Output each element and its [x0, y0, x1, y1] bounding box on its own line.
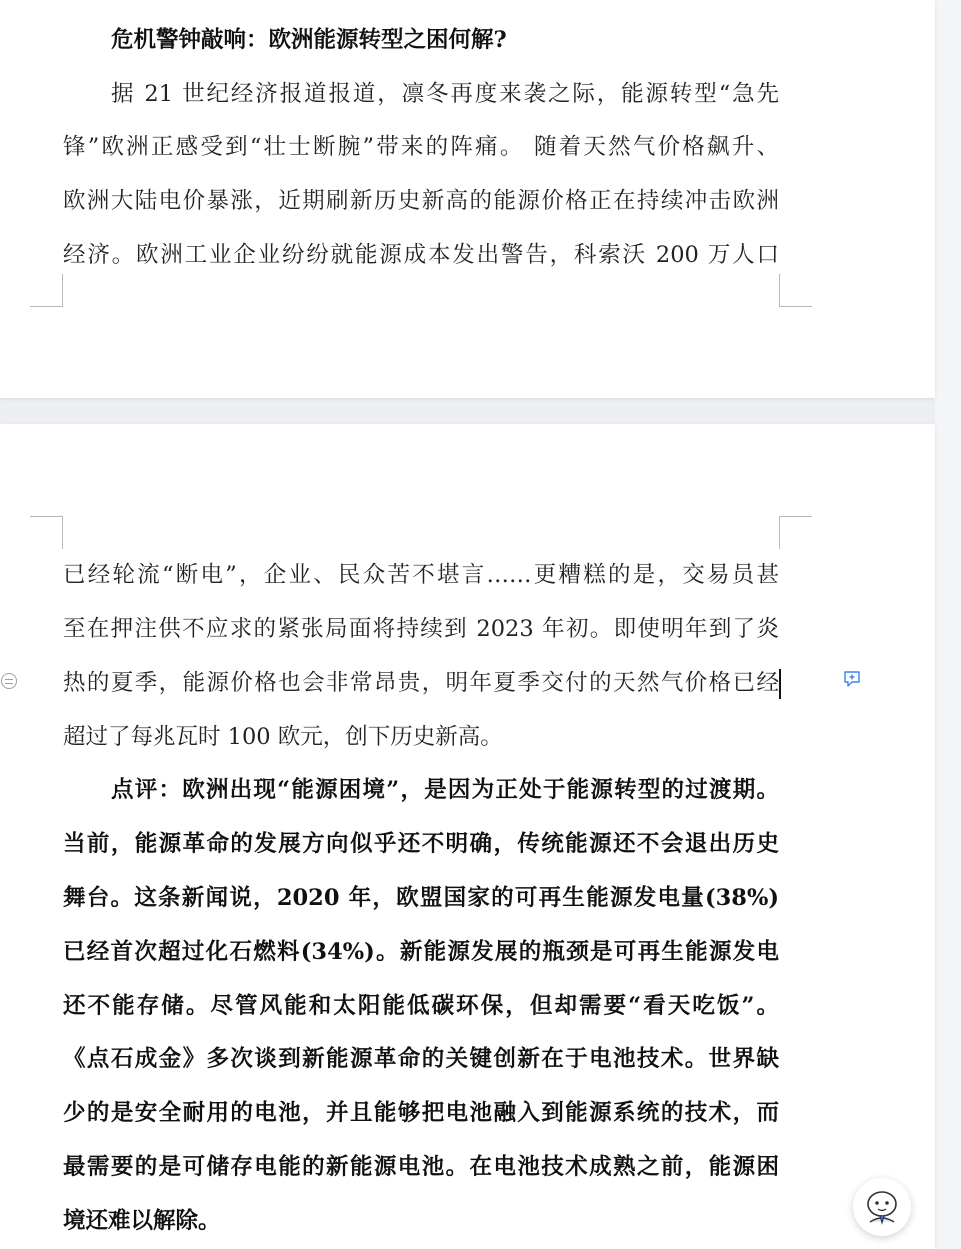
margin-marker-bottom-right — [779, 274, 812, 307]
collapse-outline-icon[interactable] — [1, 673, 17, 689]
margin-marker-top-right — [779, 516, 812, 549]
paragraph-line: 热的夏季，能源价格也会非常昂贵，明年夏季交付的天然气价格已经 — [63, 670, 779, 696]
scrollbar-track[interactable] — [935, 0, 961, 1249]
comment-line: 最需要的是可储存电能的新能源电池。在电池技术成熟之前，能源困 — [63, 1154, 779, 1180]
paragraph-line: 至在押注供不应求的紧张局面将持续到 2023 年初。即使明年到了炎 — [63, 616, 779, 642]
paragraph-line: 欧洲大陆电价暴涨，近期刷新历史新高的能源价格正在持续冲击欧洲 — [63, 188, 779, 214]
paragraph-line: 已经轮流“断电”，企业、民众苦不堪言……更糟糕的是，交易员甚 — [63, 562, 779, 588]
assistant-button[interactable] — [853, 1178, 911, 1236]
margin-marker-top-left — [30, 516, 63, 549]
text-cursor — [779, 669, 781, 699]
comment-line: 舞台。这条新闻说，2020 年，欧盟国家的可再生能源发电量(38%) — [63, 885, 779, 911]
paragraph-line: 超过了每兆瓦时 100 欧元，创下历史新高。 — [63, 724, 503, 750]
comment-line: 点评：欧洲出现“能源困境”，是因为正处于能源转型的过渡期。 — [111, 777, 779, 803]
paragraph-line: 经济。欧洲工业企业纷纷就能源成本发出警告，科索沃 200 万人口 — [63, 242, 779, 268]
assistant-avatar-icon — [853, 1178, 911, 1236]
comment-line: 《点石成金》多次谈到新能源革命的关键创新在于电池技术。世界缺 — [63, 1046, 779, 1072]
margin-marker-bottom-left — [30, 274, 63, 307]
comment-line: 少的是安全耐用的电池，并且能够把电池融入到能源系统的技术，而 — [63, 1100, 779, 1126]
document-page-1 — [0, 0, 935, 398]
article-title: 危机警钟敲响：欧洲能源转型之困何解? — [111, 27, 507, 53]
comment-line: 当前，能源革命的发展方向似乎还不明确，传统能源还不会退出历史 — [63, 831, 779, 857]
add-comment-icon[interactable] — [843, 670, 861, 688]
paragraph-line: 据 21 世纪经济报道报道，凛冬再度来袭之际，能源转型“急先 — [111, 81, 779, 107]
comment-line: 还不能存储。尽管风能和太阳能低碳环保，但却需要“看天吃饭”。 — [63, 993, 779, 1019]
comment-line: 境还难以解除。 — [63, 1208, 221, 1234]
paragraph-line: 锋”欧洲正感受到“壮士断腕”带来的阵痛。 随着天然气价格飙升、 — [63, 134, 779, 160]
comment-line: 已经首次超过化石燃料(34%)。新能源发展的瓶颈是可再生能源发电 — [63, 939, 779, 965]
